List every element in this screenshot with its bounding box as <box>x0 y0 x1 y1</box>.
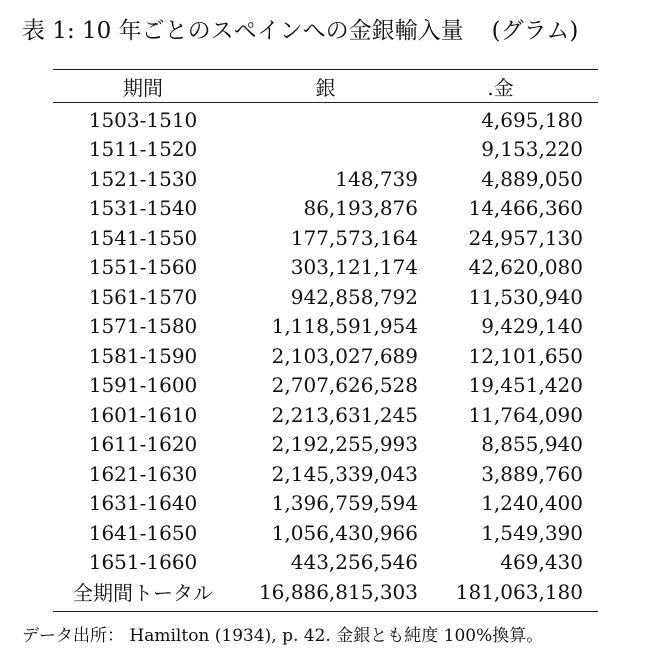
table-row <box>53 282 598 312</box>
cell-silver: 2,192,255,993 <box>271 432 418 457</box>
table-row <box>53 341 598 371</box>
cell-period: 1591-1600 <box>88 373 198 398</box>
cell-period: 1581-1590 <box>88 343 198 368</box>
cell-silver: 1,118,591,954 <box>271 314 418 339</box>
table-row <box>53 223 598 253</box>
cell-silver: 2,213,631,245 <box>271 402 418 427</box>
cell-gold: 42,620,080 <box>468 255 583 280</box>
table-row <box>53 489 598 519</box>
cell-period: 1551-1560 <box>88 255 198 280</box>
table-caption <box>22 14 632 48</box>
cell-gold: 11,764,090 <box>468 402 583 427</box>
cell-period: 1571-1580 <box>88 314 198 339</box>
table-row <box>53 312 598 342</box>
table-row <box>53 430 598 460</box>
cell-gold: 4,695,180 <box>481 107 583 132</box>
cell-gold: 9,153,220 <box>481 137 583 162</box>
cell-silver: 2,145,339,043 <box>271 461 418 486</box>
table-header-row <box>53 70 598 103</box>
cell-gold: 24,957,130 <box>468 225 583 250</box>
cell-gold: 469,430 <box>500 550 583 575</box>
cell-period: 1561-1570 <box>88 284 198 309</box>
cell-silver: 1,396,759,594 <box>271 491 418 516</box>
cell-period: 1611-1620 <box>88 432 198 457</box>
cell-gold: 14,466,360 <box>468 196 583 221</box>
cell-period: 1621-1630 <box>88 461 198 486</box>
cell-period: 1651-1660 <box>88 550 198 575</box>
table-row <box>53 194 598 224</box>
cell-gold: 1,549,390 <box>481 520 583 545</box>
cell-silver: 2,103,027,689 <box>271 343 418 368</box>
table-row <box>53 371 598 401</box>
cell-gold: 11,530,940 <box>468 284 583 309</box>
table-row <box>53 400 598 430</box>
table-row <box>53 253 598 283</box>
table-body <box>53 103 598 611</box>
cell-silver: 177,573,164 <box>290 225 418 250</box>
table-row <box>53 548 598 578</box>
cell-gold: 1,240,400 <box>481 491 583 516</box>
cell-gold: 12,101,650 <box>468 343 583 368</box>
cell-period: 1631-1640 <box>88 491 198 516</box>
cell-silver: 148,739 <box>335 166 418 191</box>
source-note: データ出所： Hamilton (1934), p. 42. 金銀とも純度 100%換算。 <box>22 626 544 646</box>
import-table <box>53 69 598 612</box>
cell-silver: 942,858,792 <box>290 284 418 309</box>
caption-unit: (グラム) <box>491 18 579 44</box>
total-gold: 181,063,180 <box>455 579 583 604</box>
cell-period: 1641-1650 <box>88 520 198 545</box>
cell-period: 1601-1610 <box>88 402 198 427</box>
caption-title: 表 1: 10 年ごとのスペインへの金銀輸入量 <box>22 18 464 44</box>
cell-gold: 8,855,940 <box>481 432 583 457</box>
cell-silver: 86,193,876 <box>303 196 418 221</box>
cell-period: 1521-1530 <box>88 166 198 191</box>
cell-period: 1503-1510 <box>88 107 198 132</box>
cell-gold: 19,451,420 <box>468 373 583 398</box>
cell-gold: 4,889,050 <box>481 166 583 191</box>
header-period: 期間 <box>123 75 163 100</box>
table-row <box>53 518 598 548</box>
cell-silver: 303,121,174 <box>290 255 418 280</box>
cell-silver: 1,056,430,966 <box>271 520 418 545</box>
cell-period: 1541-1550 <box>88 225 198 250</box>
cell-silver: 2,707,626,528 <box>271 373 418 398</box>
header-silver: 銀 <box>315 75 336 100</box>
table-row <box>53 105 598 135</box>
table-total-row <box>53 577 598 607</box>
total-silver: 16,886,815,303 <box>258 579 418 604</box>
cell-gold: 3,889,760 <box>481 461 583 486</box>
cell-period: 1531-1540 <box>88 196 198 221</box>
table-row <box>53 164 598 194</box>
cell-gold: 9,429,140 <box>481 314 583 339</box>
header-gold: .金 <box>487 75 514 100</box>
cell-silver: 443,256,546 <box>290 550 418 575</box>
table-row <box>53 459 598 489</box>
table-row <box>53 135 598 165</box>
cell-period: 1511-1520 <box>88 137 198 162</box>
total-label: 全期間トータル <box>73 581 213 606</box>
